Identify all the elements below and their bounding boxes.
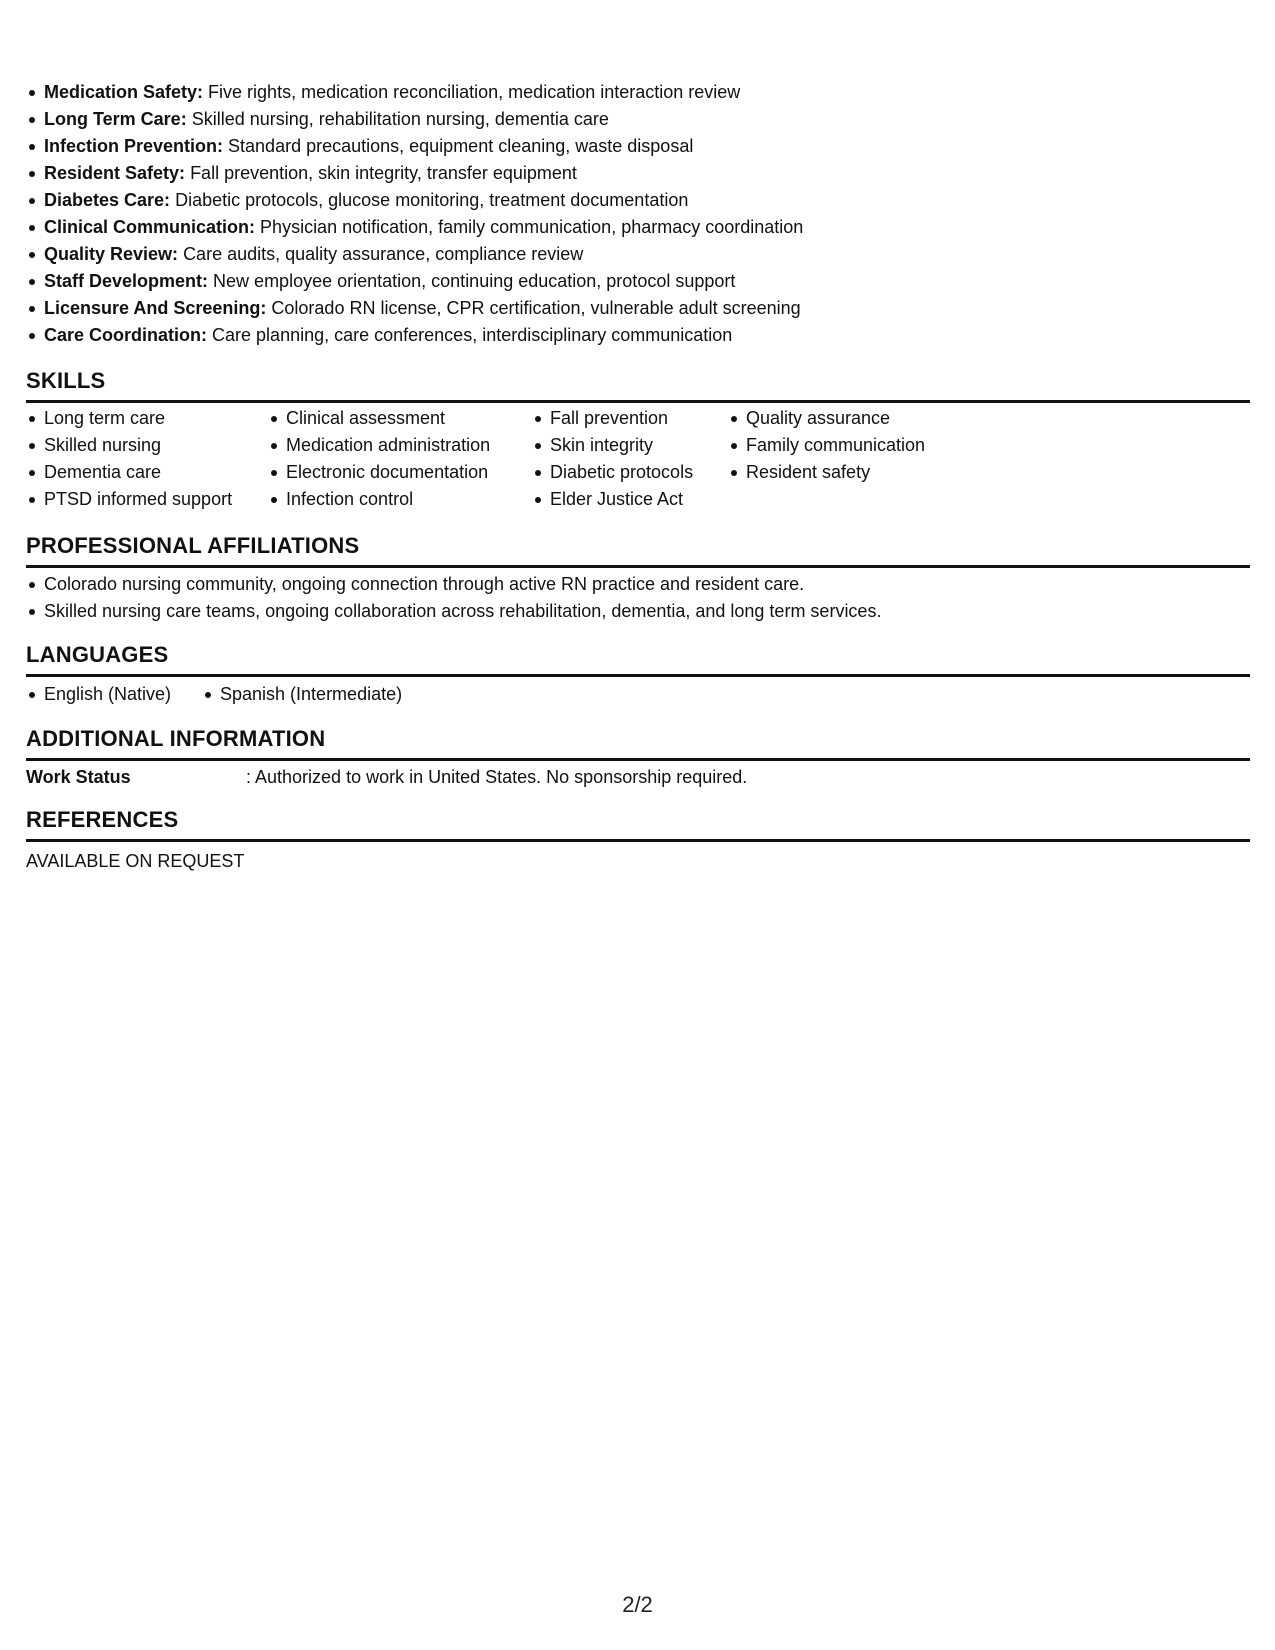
highlight-item — [26, 133, 803, 160]
skill-item: Clinical assessment — [268, 405, 532, 432]
highlight-label: Diabetes Care: — [44, 190, 171, 210]
highlight-label: Staff Development: — [44, 271, 209, 291]
skills-grid — [26, 405, 958, 513]
skill-item: Elder Justice Act — [532, 486, 728, 513]
skill-item: Medication administration — [268, 432, 532, 459]
highlight-label: Licensure And Screening: — [44, 298, 267, 318]
highlight-text: Care audits, quality assurance, compliance review — [183, 244, 584, 264]
highlight-text: Diabetic protocols, glucose monitoring, treatment documentation — [175, 190, 689, 210]
highlights-list — [26, 79, 803, 349]
highlight-label: Infection Prevention: — [44, 136, 224, 156]
page-number: 2/2 — [622, 1592, 653, 1617]
highlight-text: Skilled nursing, rehabilitation nursing, dementia care — [191, 109, 609, 129]
skills-column — [532, 405, 728, 513]
highlight-item — [26, 79, 803, 106]
language-item: Spanish (Intermediate) — [202, 681, 402, 708]
highlight-label: Long Term Care: — [44, 109, 187, 129]
work-status-label: Work Status — [26, 767, 131, 787]
skill-item: Family communication — [728, 432, 958, 459]
affiliation-item: Colorado nursing community, ongoing connection through active RN practice and resident care. — [26, 571, 881, 598]
work-status-value: : Authorized to work in United States. No sponsorship required. — [246, 767, 748, 787]
languages-list — [26, 681, 402, 708]
affiliations-list — [26, 571, 881, 625]
skills-heading: SKILLS — [26, 368, 1250, 403]
highlight-text: Fall prevention, skin integrity, transfer equipment — [190, 163, 577, 183]
additional-info-heading: ADDITIONAL INFORMATION — [26, 726, 1250, 761]
highlight-item — [26, 295, 803, 322]
highlight-text: New employee orientation, continuing education, protocol support — [213, 271, 736, 291]
highlight-item — [26, 106, 803, 133]
affiliations-heading: PROFESSIONAL AFFILIATIONS — [26, 533, 1250, 568]
skill-item: Resident safety — [728, 459, 958, 486]
skills-column — [26, 405, 268, 513]
references-text: AVAILABLE ON REQUEST — [26, 851, 245, 871]
highlight-item — [26, 322, 803, 349]
languages-heading: LANGUAGES — [26, 642, 1250, 677]
language-column — [26, 681, 202, 708]
skill-item: Quality assurance — [728, 405, 958, 432]
skill-item: Skilled nursing — [26, 432, 268, 459]
highlight-text: Standard precautions, equipment cleaning, waste disposal — [228, 136, 694, 156]
skill-item: Dementia care — [26, 459, 268, 486]
language-column — [202, 681, 402, 708]
language-item: English (Native) — [26, 681, 202, 708]
highlight-label: Care Coordination: — [44, 325, 208, 345]
highlight-text: Physician notification, family communication, pharmacy coordination — [260, 217, 804, 237]
affiliation-item: Skilled nursing care teams, ongoing collaboration across rehabilitation, dementia, and long term services. — [26, 598, 881, 625]
highlight-label: Quality Review: — [44, 244, 179, 264]
references-heading: REFERENCES — [26, 807, 1250, 842]
skill-item: Diabetic protocols — [532, 459, 728, 486]
highlight-text: Care planning, care conferences, interdisciplinary communication — [212, 325, 733, 345]
skill-item: Infection control — [268, 486, 532, 513]
skill-item: Fall prevention — [532, 405, 728, 432]
skill-item: Electronic documentation — [268, 459, 532, 486]
highlight-label: Medication Safety: — [44, 82, 204, 102]
highlight-item — [26, 187, 803, 214]
highlight-label: Clinical Communication: — [44, 217, 256, 237]
highlight-item — [26, 241, 803, 268]
highlight-item — [26, 160, 803, 187]
highlight-label: Resident Safety: — [44, 163, 186, 183]
highlight-item — [26, 268, 803, 295]
skill-item: Long term care — [26, 405, 268, 432]
highlight-item — [26, 214, 803, 241]
skills-column — [268, 405, 532, 513]
highlight-text: Five rights, medication reconciliation, medication interaction review — [208, 82, 741, 102]
highlight-text: Colorado RN license, CPR certification, vulnerable adult screening — [271, 298, 801, 318]
skill-item: PTSD informed support — [26, 486, 268, 513]
skills-column — [728, 405, 958, 513]
skill-item: Skin integrity — [532, 432, 728, 459]
work-status-row — [26, 764, 747, 790]
